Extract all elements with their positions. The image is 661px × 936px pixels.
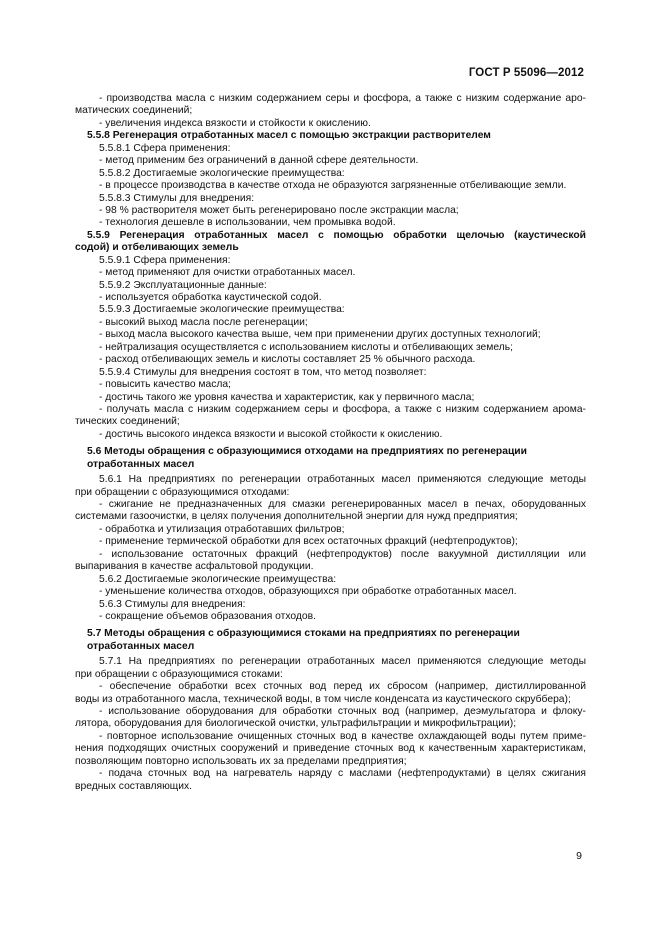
text-line: системами газоочистки, в целях получения дополнительной энергии для нужд предприятия;	[75, 511, 518, 523]
text-line: 5.6.3 Стимулы для внедрения:	[99, 598, 246, 610]
text-line: 5.7.1 На предприятиях по регенерации отработанных масел применяются следующие методы	[99, 656, 586, 668]
text-line: - достичь высокого индекса вязкости и высокой стойкости к окислению.	[99, 428, 443, 440]
text-line: 5.5.9 Регенерация отработанных масел с помощью обработки щелочью (каустической	[87, 229, 586, 241]
text-line: 5.7 Методы обращения с образующимися стоками на предприятиях по регенерации	[87, 628, 520, 640]
text-line: 5.5.9.4 Стимулы для внедрения состоят в том, что метод позволяет:	[99, 366, 427, 378]
text-line: позволяющим повторно использовать их за пределами предприятия;	[75, 755, 407, 767]
text-line: вредных составляющих.	[75, 780, 193, 792]
text-line: - сжигание не предназначенных для смазки регенерированных масел в печах, оборудованных	[99, 499, 586, 510]
text-line: - расход отбеливающих земель и кислоты составляет 25 % обычного расхода.	[99, 354, 476, 366]
text-line: - обработка и утилизация отработавших фильтров;	[99, 523, 345, 535]
text-line: - повысить качество масла;	[99, 379, 231, 391]
text-line: - технология дешевле в использовании, чем промывка водой.	[99, 217, 396, 229]
text-line: матических соединений;	[75, 105, 193, 117]
text-line: - использование оборудования для обработки сточных вод (например, деэмульгатора и флоку-	[99, 706, 586, 717]
text-line: - метод применим без ограничений в данной сфере деятельности.	[99, 155, 419, 167]
text-line: - уменьшение количества отходов, образующихся при обработке отработанных масел.	[99, 586, 517, 598]
text-line: отработанных масел	[87, 640, 195, 652]
text-line: тических соединений;	[75, 416, 180, 428]
text-line: - в процессе производства в качестве отхода не образуются загрязненные отбеливающие земли.	[99, 180, 567, 192]
text-line: - выход масла высокого качества выше, чем при применении других доступных технологий;	[99, 329, 541, 341]
text-line: 5.6.1 На предприятиях по регенерации отработанных масел применяются следующие методы	[99, 474, 586, 486]
text-line: - используется обработка каустической содой.	[99, 292, 322, 303]
text-line: - высокий выход масла после регенерации;	[99, 316, 308, 328]
text-line: - сокращение объемов образования отходов.	[99, 610, 316, 622]
text-line: - 98 % растворителя может быть регенерировано после экстракции масла;	[99, 204, 459, 216]
document-body	[75, 93, 586, 793]
document-header-title: ГОСТ Р 55096—2012	[468, 67, 584, 79]
text-line: нения подходящих очистных сооружений и приведение сточных вод к качественным характеристикам,	[75, 743, 586, 755]
text-line: содой) и отбеливающих земель	[75, 242, 239, 254]
text-line: 5.6.2 Достигаемые экологические преимущества:	[99, 573, 337, 585]
text-line: - увеличения индекса вязкости и стойкости к окислению.	[99, 117, 371, 129]
text-line: 5.5.8 Регенерация отработанных масел с помощью экстракции растворителем	[87, 130, 491, 142]
text-line: выпаривания в качестве асфальтовой продукции.	[75, 561, 314, 573]
text-line: - метод применяют для очистки отработанных масел.	[99, 267, 356, 279]
text-line: 5.5.9.1 Сфера применения:	[99, 254, 231, 266]
text-line: - производства масла с низким содержанием серы и фосфора, а также с низким содержание аро-	[99, 93, 586, 104]
text-line: - применение термической обработки для всех остаточных фракций (нефтепродуктов);	[99, 536, 518, 548]
text-line: лятора, оборудования для биологической очистки, ультрафильтрации и микрофильтрации);	[75, 718, 517, 730]
text-line: - подача сточных вод на нагреватель наряду с маслами (нефтепродуктами) в целях сжигания	[99, 768, 586, 780]
text-line: - повторное использование очищенных сточных вод в качестве охлаждающей воды путем приме-	[99, 730, 586, 742]
page-number: 9	[576, 850, 582, 862]
text-line: - получать масла с низким содержанием серы и фосфора, а также с низким содержанием арома-	[99, 403, 586, 415]
text-line: 5.5.8.1 Сфера применения:	[99, 142, 231, 154]
text-line: 5.5.8.2 Достигаемые экологические преимущества:	[99, 167, 345, 179]
text-line: - обеспечение обработки всех сточных вод перед их сбросом (например, дистиллированной	[99, 681, 586, 693]
text-line: отработанных масел	[87, 458, 195, 470]
text-line: воды из отработанного масла, технической воды, в том числе конденсата из каустического скруббера);	[75, 693, 571, 705]
text-line: при обращении с образующимися отходами:	[75, 486, 290, 498]
text-line: 5.6 Методы обращения с образующимися отходами на предприятиях по регенерации	[87, 446, 527, 458]
text-line: 5.5.8.3 Стимулы для внедрения:	[99, 192, 255, 204]
text-line: 5.5.9.2 Эксплуатационные данные:	[99, 279, 267, 291]
text-line: - использование остаточных фракций (нефтепродуктов) после вакуумной дистилляции или	[99, 548, 586, 560]
text-line: - достичь такого же уровня качества и характеристик, как у первичного масла;	[99, 391, 475, 403]
text-line: - нейтрализация осуществляется с использованием кислоты и отбеливающих земель;	[99, 341, 513, 353]
text-line: 5.5.9.3 Достигаемые экологические преимущества:	[99, 304, 345, 316]
text-line: при обращении с образующимися стоками:	[75, 668, 283, 680]
